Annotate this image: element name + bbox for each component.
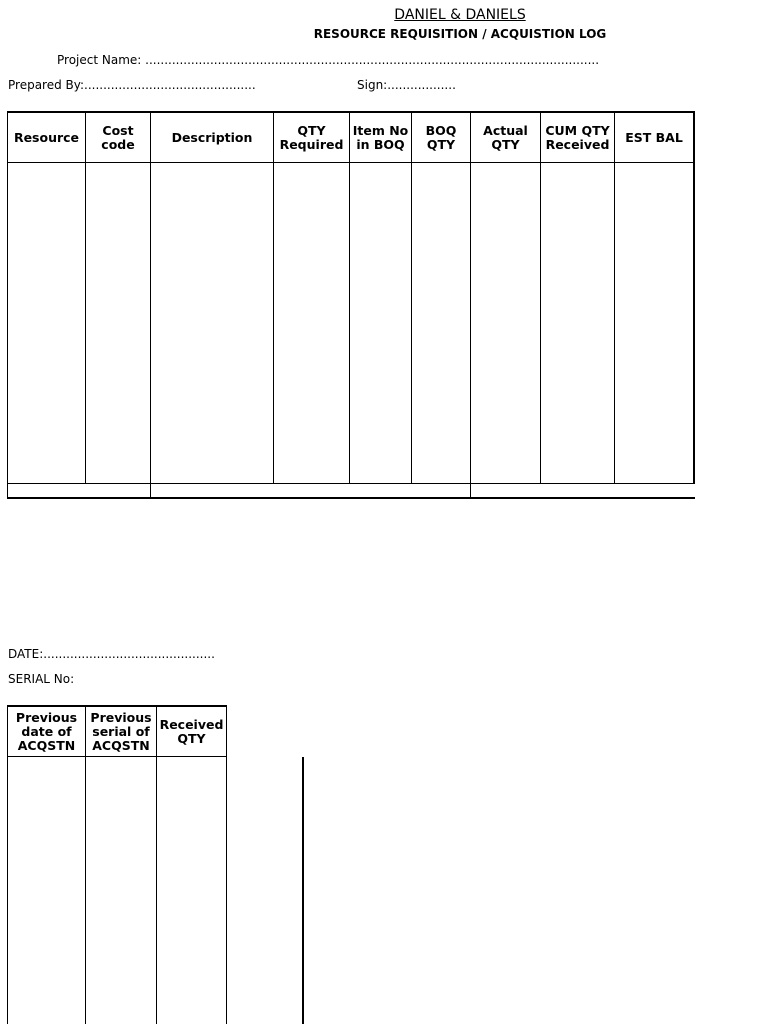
main-table-col-divider [349, 111, 350, 484]
col-header-description: Description [171, 129, 253, 145]
main-table-col-divider [470, 111, 471, 498]
main-table-left-border [7, 111, 8, 498]
main-table-header-divider [7, 162, 695, 163]
col-header-previous-date: Previous date of ACQSTN [15, 709, 78, 753]
main-table-right-border [693, 111, 695, 484]
acq-table-extra-border [302, 757, 304, 1024]
sign-field: Sign:.................. [357, 78, 456, 92]
main-table-body-bottom [7, 483, 695, 484]
prepared-by-field: Prepared By:............................................. [8, 78, 256, 92]
col-header-boq-qty: BOQ QTY [425, 122, 457, 152]
form-title: RESOURCE REQUISITION / ACQUISTION LOG [313, 27, 607, 41]
main-table-col-divider [540, 111, 541, 484]
acq-table-header-divider [7, 756, 227, 757]
col-header-received-qty: Received QTY [159, 716, 224, 746]
main-table-col-divider [85, 111, 86, 484]
main-table-bottom-border [7, 497, 695, 499]
main-table-col-divider [273, 111, 274, 484]
project-name-field: Project Name: ....................................................................................................................... [57, 53, 600, 67]
serial-no-field: SERIAL No: [8, 672, 75, 686]
col-header-actual-qty: Actual QTY [483, 122, 528, 152]
company-name: DANIEL & DANIELS [394, 7, 526, 23]
col-header-est-bal: EST BAL [625, 129, 683, 145]
main-table-col-divider [150, 111, 151, 498]
main-table-col-divider [614, 111, 615, 484]
col-header-previous-serial: Previous serial of ACQSTN [90, 709, 152, 753]
main-table-col-divider [411, 111, 412, 484]
col-header-cost-code: Cost code [101, 122, 135, 152]
col-header-item-no: Item No in BOQ [352, 122, 409, 152]
col-header-resource: Resource [13, 129, 80, 145]
col-header-qty-required: QTY Required [279, 122, 344, 152]
col-header-cum-qty: CUM QTY Received [545, 122, 610, 152]
acq-table-right-border [226, 705, 227, 1024]
date-field: DATE:............................................. [8, 647, 215, 661]
